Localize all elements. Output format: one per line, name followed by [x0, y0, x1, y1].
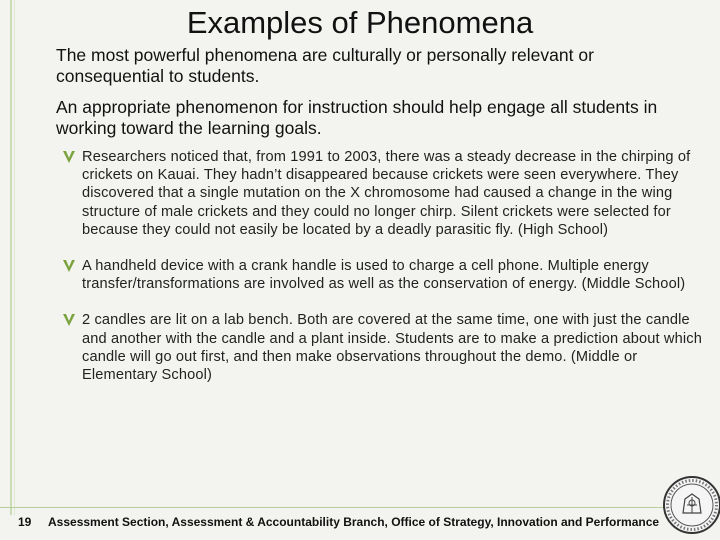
intro-paragraph-2: An appropriate phenomenon for instruction should help engage all students in working toward the learning goals. — [56, 97, 658, 138]
footer-text: Assessment Section, Assessment & Accountability Branch, Office of Strategy, Innovation and Performance — [48, 515, 660, 529]
bullet-text: A handheld device with a crank handle is used to charge a cell phone. Multiple energy transfer/transformations are involved as well as the conservation of energy. (Middle School) — [82, 258, 686, 293]
bullet-item-candles — [62, 311, 712, 384]
state-seal-icon — [662, 475, 720, 535]
left-decorative-rule — [10, 0, 12, 515]
bullet-item-crank-device — [62, 257, 712, 293]
diamond-v-bullet-icon — [62, 313, 76, 327]
diamond-v-bullet-icon — [62, 259, 76, 273]
bullet-list — [62, 148, 712, 384]
slide-title: Examples of Phenomena — [186, 5, 534, 40]
diamond-v-bullet-icon — [62, 150, 76, 164]
intro-paragraph-1: The most powerful phenomena are culturally or personally relevant or consequential to students. — [56, 45, 594, 86]
bullet-text: 2 candles are lit on a lab bench. Both are covered at the same time, one with just the candle and another with the candle and a plant inside. Students are to make a prediction about which candle will go out first, and then make observations throughout the demo. (Middle or Elementary School) — [82, 312, 702, 384]
footer-divider — [0, 507, 720, 508]
page-number: 19 — [18, 515, 32, 529]
left-decorative-rule-inner — [14, 0, 15, 515]
bullet-item-crickets — [62, 148, 712, 239]
bullet-text: Researchers noticed that, from 1991 to 2003, there was a steady decrease in the chirping of crickets on Kauai. They hadn’t disappeared because crickets were seen everywhere. They discovered that a single mutation on the X chromosome had caused a change in the wing structure of male crickets and they could no longer chirp. Silent crickets were selected for because they could not easily be located by a deadly parasitic fly. (High School) — [82, 149, 691, 238]
